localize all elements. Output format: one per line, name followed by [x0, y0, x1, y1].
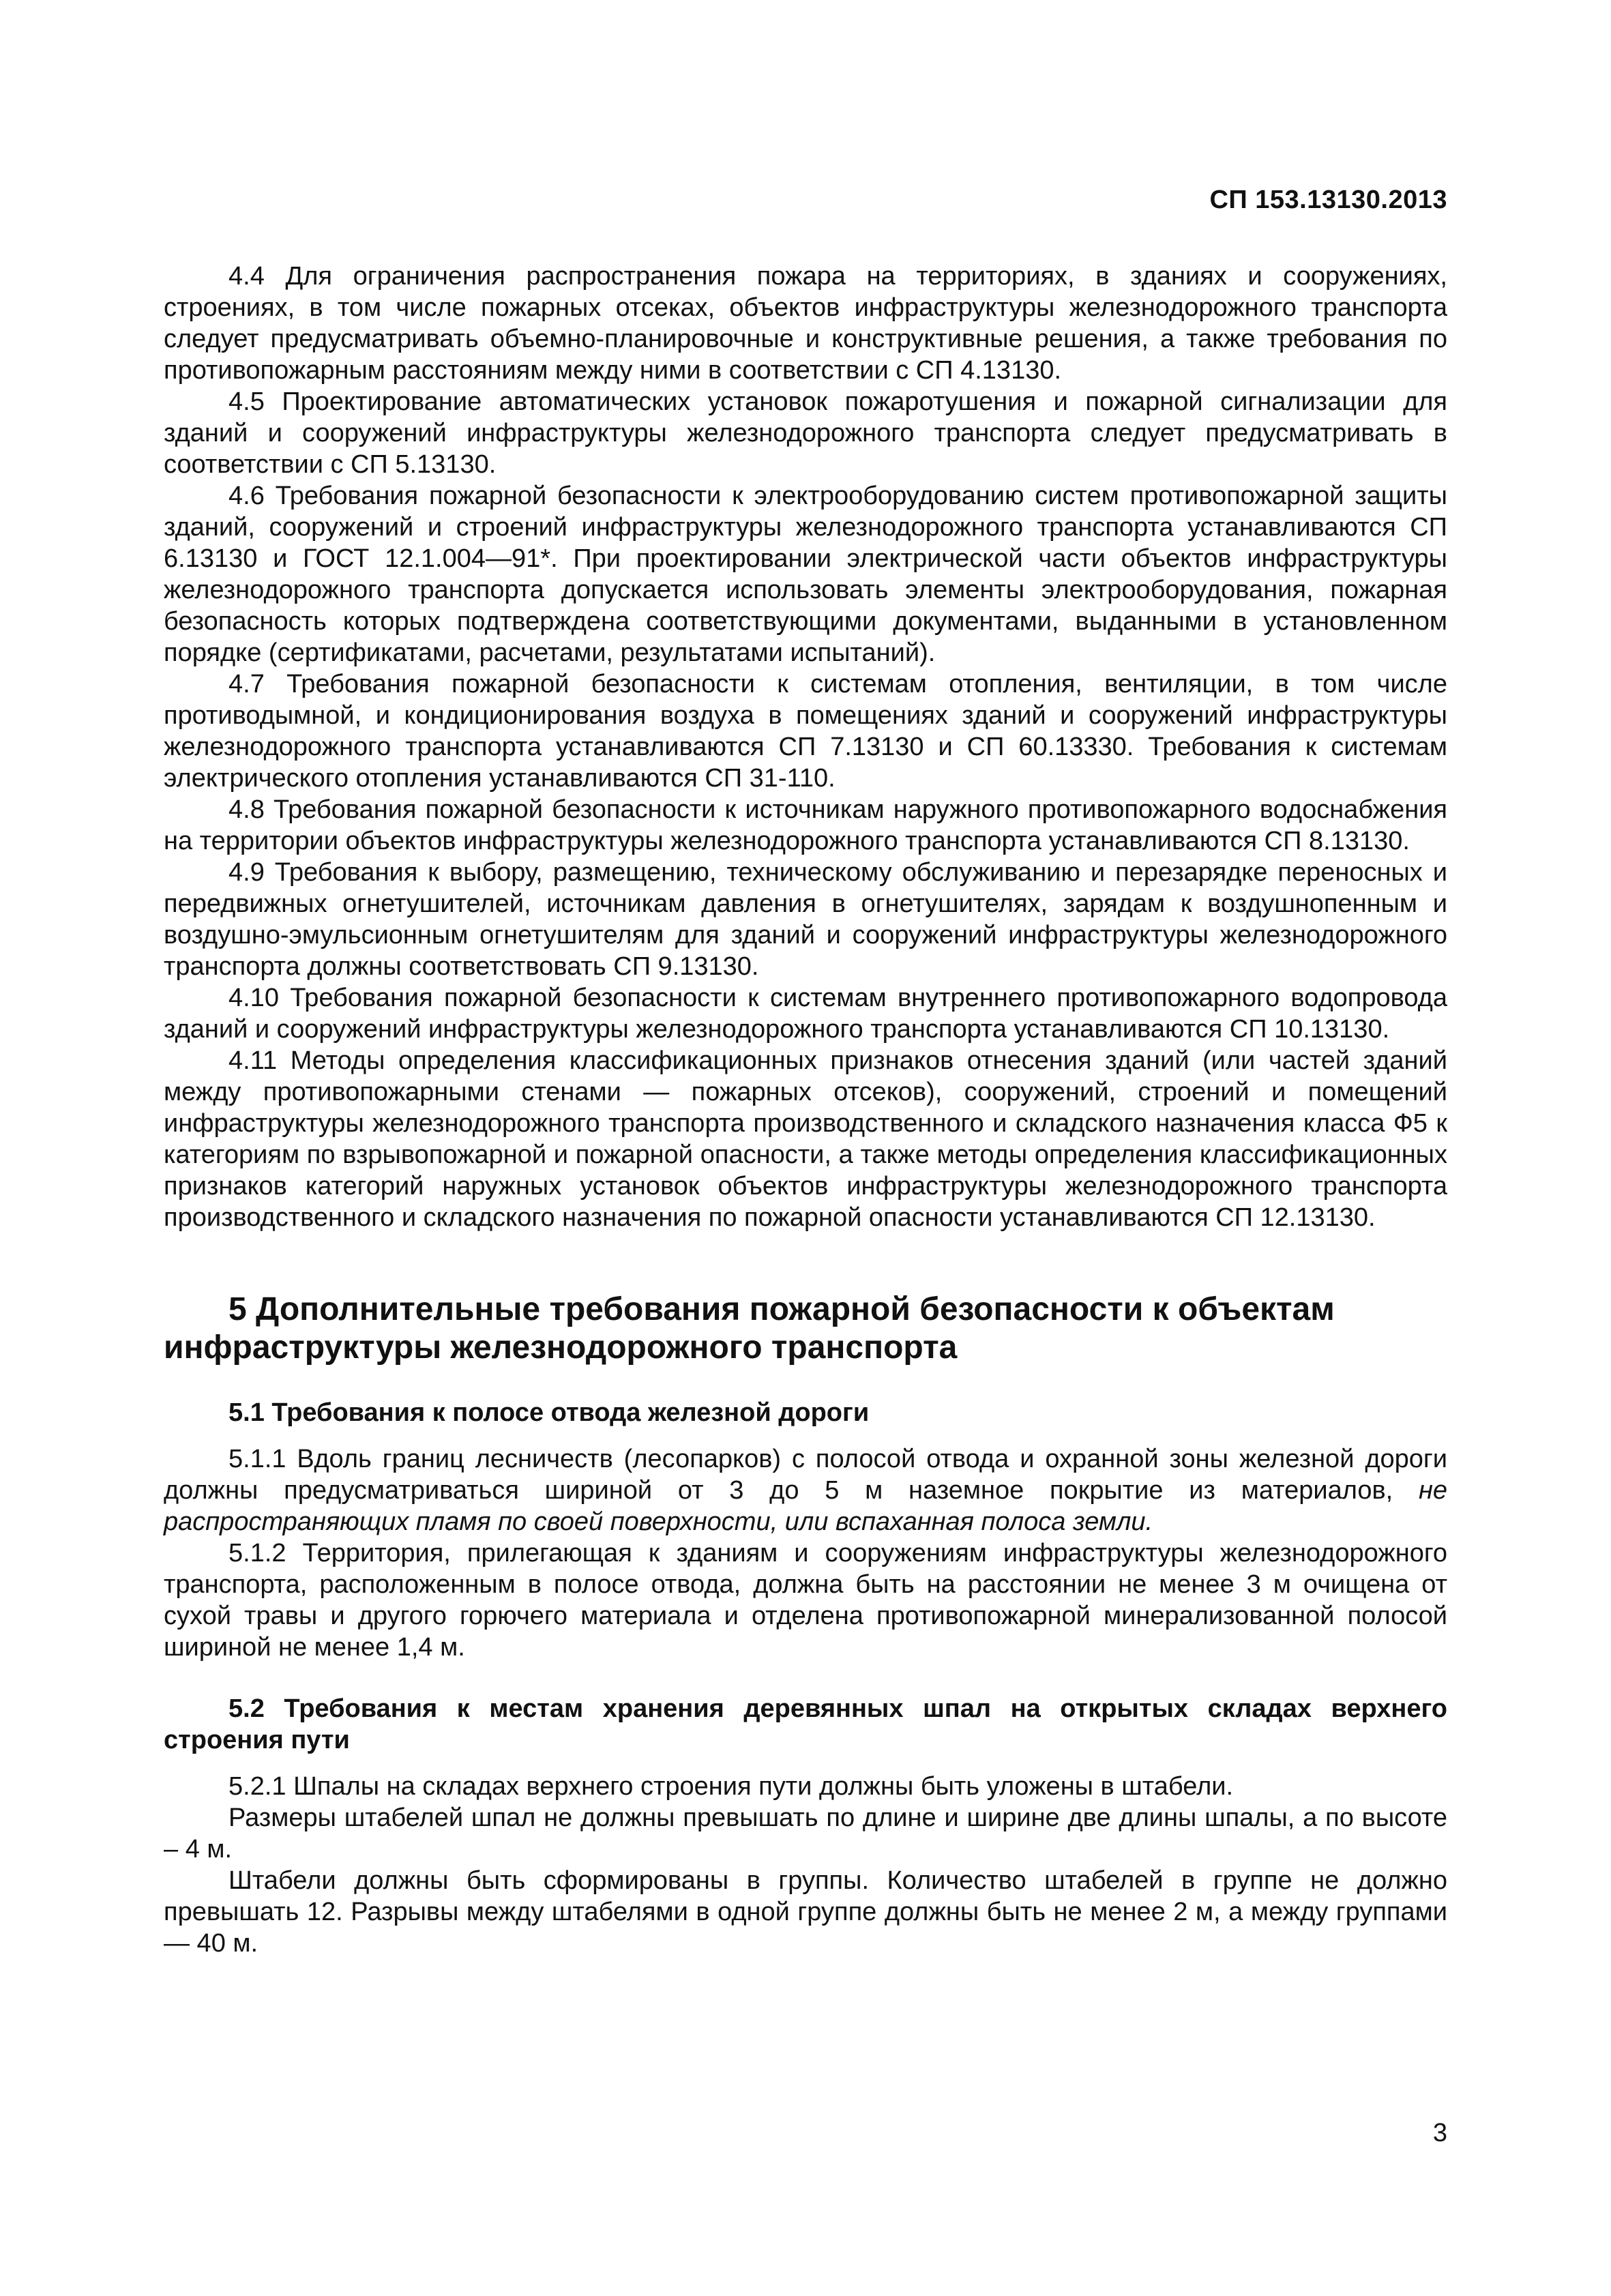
page-number: 3 [1432, 2119, 1447, 2147]
paragraph-4-6: 4.6 Требования пожарной безопасности к электрооборудованию систем противопожарной защиты зданий, сооружений и строений инфраструктуры железнодорожного транспорта устанавливаются СП 6.13130 и ГОСТ 12.1.004—91*. При проектировании электрической части объектов инфраструктуры железнодорожного транспорта допускается использовать элементы электрооборудования, пожарная безопасность которых подтверждена соответствующими документами, выданными в установленном порядке (сертификатами, расчетами, результатами испытаний). [164, 482, 1447, 667]
paragraph-4-8: 4.8 Требования пожарной безопасности к источникам наружного противопожарного водоснабжения на территории объектов инфраструктуры железнодорожного транспорта устанавливаются СП 8.13130. [164, 795, 1447, 855]
section-5-2-heading: 5.2 Требования к местам хранения деревянных шпал на открытых складах верхнего строения пути [164, 1694, 1447, 1754]
paragraph-5-1-1-text: 5.1.1 Вдоль границ лесничеств (лесопарков) с полосой отвода и охранной зоны железной дороги должны предусматриваться шириной от 3 до 5 м наземное покрытие из материалов, [164, 1445, 1447, 1505]
section-5-1-heading: 5.1 Требования к полосе отвода железной дороги [228, 1398, 870, 1427]
document-code: СП 153.13130.2013 [1209, 186, 1447, 214]
paragraph-4-5: 4.5 Проектирование автоматических установок пожаротушения и пожарной сигнализации для зданий и сооружений инфраструктуры железнодорожного транспорта следует предусматривать в соответствии с СП 5.13130. [164, 387, 1447, 479]
paragraph-5-2-1: 5.2.1 Шпалы на складах верхнего строения пути должны быть уложены в штабели. [228, 1772, 1234, 1801]
paragraph-stack-sizes: Размеры штабелей шпал не должны превышать по длине и ширине две длины шпалы, а по высоте – 4 м. [164, 1804, 1447, 1864]
paragraph-4-4: 4.4 Для ограничения распространения пожара на территориях, в зданиях и сооружениях, строениях, в том числе пожарных отсеках, объектов инфраструктуры железнодорожного транспорта следует предусматривать объемно-планировочные и конструктивные решения, а также требования по противопожарным расстояниям между ними в соответствии с СП 4.13130. [164, 262, 1447, 385]
paragraph-5-1-2: 5.1.2 Территория, прилегающая к зданиям и сооружениям инфраструктуры железнодорожного транспорта, расположенным в полосе отвода, должна быть на расстоянии не менее 3 м очищена от сухой травы и другого горючего материала и отделена противопожарной минерализованной полосой шириной не менее 1,4 м. [164, 1539, 1447, 1662]
paragraph-4-10: 4.10 Требования пожарной безопасности к системам внутреннего противопожарного водопровода зданий и сооружений инфраструктуры железнодорожного транспорта устанавливаются СП 10.13130. [164, 984, 1447, 1044]
paragraph-4-11: 4.11 Методы определения классификационных признаков отнесения зданий (или частей зданий между противопожарными стенами — пожарных отсеков), сооружений, строений и помещений инфраструктуры железнодорожного транспорта производственного и складского назначения класса Ф5 к категориям по взрывопожарной и пожарной опасности, а также методы определения классификационных признаков категорий наружных установок объектов инфраструктуры железнодорожного транспорта производственного и складского назначения по пожарной опасности устанавливаются СП 12.13130. [164, 1046, 1447, 1232]
document-body [164, 261, 1447, 1959]
section-5-title: 5 Дополнительные требования пожарной безопасности к объектам инфраструктуры железнодорожного транспорта [164, 1291, 1335, 1366]
paragraph-4-7: 4.7 Требования пожарной безопасности к системам отопления, вентиляции, в том числе противодымной, и кондиционирования воздуха в помещениях зданий и сооружений инфраструктуры железнодорожного транспорта устанавливаются СП 7.13130 и СП 60.13330. Требования к системам электрического отопления устанавливаются СП 31-110. [164, 670, 1447, 793]
paragraph-5-1-1-italic-text: не распространяющих пламя по своей поверхности, или вспаханная полоса земли. [164, 1476, 1447, 1536]
paragraph-stack-groups: Штабели должны быть сформированы в группы. Количество штабелей в группе не должно превышать 12. Разрывы между штабелями в одной группе должны быть не менее 2 м, а между группами — 40 м. [164, 1866, 1447, 1958]
paragraph-5-1-1 [164, 1443, 1447, 1537]
paragraph-4-9: 4.9 Требования к выбору, размещению, техническому обслуживанию и перезарядке переносных и передвижных огнетушителей, источникам давления в огнетушителях, зарядам к воздушнопенным и воздушно-эмульсионным огнетушителям для зданий и сооружений инфраструктуры железнодорожного транспорта должны соответствовать СП 9.13130. [164, 858, 1447, 981]
